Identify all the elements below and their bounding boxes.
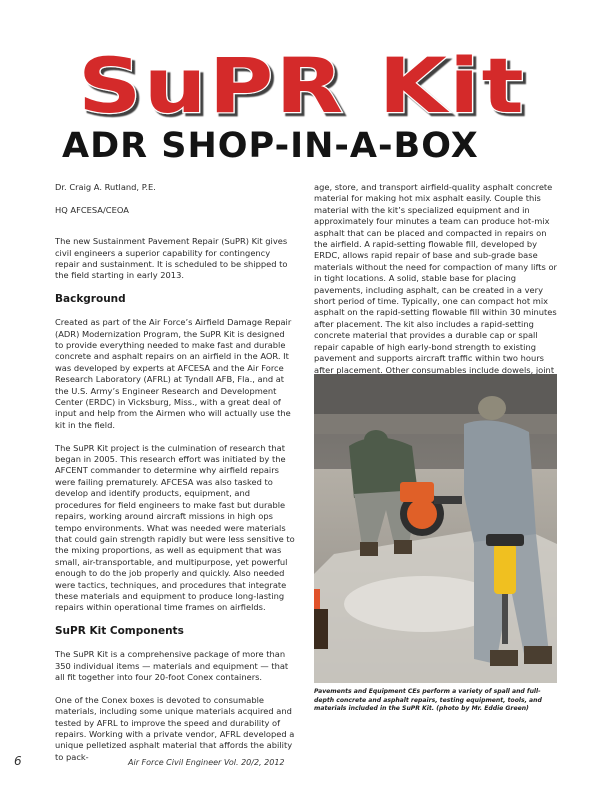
components-paragraph-1: The SuPR Kit is a comprehensive package of more than 350 individual items — materials and equipment — that all fit together into four 20-foot Conex containers. bbox=[55, 649, 289, 682]
title-text: SuPR Kit bbox=[78, 41, 526, 122]
background-paragraph-1: Created as part of the Air Force’s Airfield Damage Repair (ADR) Modernization Program, the SuPR Kit is designed to provide everything needed to make fast and durable concrete and asphalt repairs on an airfield in the AOR. It was developed by experts at AFCESA and the Air Force Research Laboratory (AFRL) at Tyndall AFB, Fla., and at the U.S. Army’s Engineer Research and Development Center (ERDC) in Vicksburg, Miss., with a great deal of input and help from the Airmen who will actually use the kit in the field. bbox=[55, 317, 292, 430]
background-paragraph-2: The SuPR Kit project is the culmination of research that began in 2005. This research effort was initiated by the AFCENT commander to determine why airfield repairs were failing prematurely. AFCESA was also tasked to develop and identify products, equipment, and procedures for field engineers to make fast but durable repairs, working around aircraft missions in high ops tempo environments. What was needed were materials that could gain strength rapidly but were less sensitive to the mixing proportions, as well as equipment that was small, air-transportable, and multipurpose, yet powerful enough to do the job properly and quickly. Also needed were tactics, techniques, and procedures that integrate these materials and equipment to produce long-lasting repairs within operational time frames on airfields. bbox=[55, 442, 295, 613]
continued-paragraph: age, store, and transport airfield-quality asphalt concrete material for making hot mix asphalt easily. Couple this material with the kit’s specialized equipment and in approximately four minutes a team can produce hot-mix asphalt that can be placed and compacted in repairs on the airfield. A rapid-setting flowable fill, developed by ERDC, allows rapid repair of base and sub-grade base materials without the need for compaction of many lifts or in tight locations. A solid, stable base for placing pavements, including asphalt, can be created in a very short period of time. Typically, one can compact hot mix asphalt on the rapid-setting flowable fill within 30 minutes after placement. The kit also includes a rapid-setting concrete material that provides a durable cap or spall repair capable of high early-bond strength to existing pavement and supports aircraft traffic within two hours after placement. Other consumables include dowels, joint bbox=[314, 182, 557, 375]
photo-illustration bbox=[314, 374, 557, 683]
author-name: Dr. Craig A. Rutland, P.E. bbox=[55, 182, 156, 192]
article-title-graphic bbox=[74, 40, 534, 122]
components-heading: SuPR Kit Components bbox=[55, 625, 184, 638]
byline bbox=[55, 182, 295, 216]
components-paragraph-2: One of the Conex boxes is devoted to consumable materials, including some unique materials acquired and tested by AFRL to improve the speed and durability of repairs. Working with a private vendor, AFRL developed a unique pelletized asphalt material that affords the ability to pack- bbox=[55, 694, 295, 762]
article-title bbox=[74, 40, 534, 122]
background-heading: Background bbox=[55, 293, 126, 306]
left-column bbox=[55, 182, 295, 775]
page-number: 6 bbox=[14, 754, 22, 768]
right-column bbox=[314, 182, 557, 399]
article-subtitle: ADR SHOP-IN-A-BOX bbox=[62, 126, 479, 166]
publication-footer: Air Force Civil Engineer Vol. 20/2, 2012 bbox=[128, 758, 285, 767]
intro-paragraph: The new Sustainment Pavement Repair (SuPR) Kit gives civil engineers a superior capability for contingency repair and sustainment. It is scheduled to be shipped to the field starting in early 2013. bbox=[55, 236, 288, 281]
photo-caption: Pavements and Equipment CEs perform a variety of spall and full-depth concrete and asphalt repairs, testing equipment, tools, and materials included in the SuPR Kit. (photo by Mr. Eddie Green) bbox=[314, 688, 542, 713]
article-photo bbox=[314, 374, 557, 683]
author-org: HQ AFCESA/CEOA bbox=[55, 204, 129, 215]
